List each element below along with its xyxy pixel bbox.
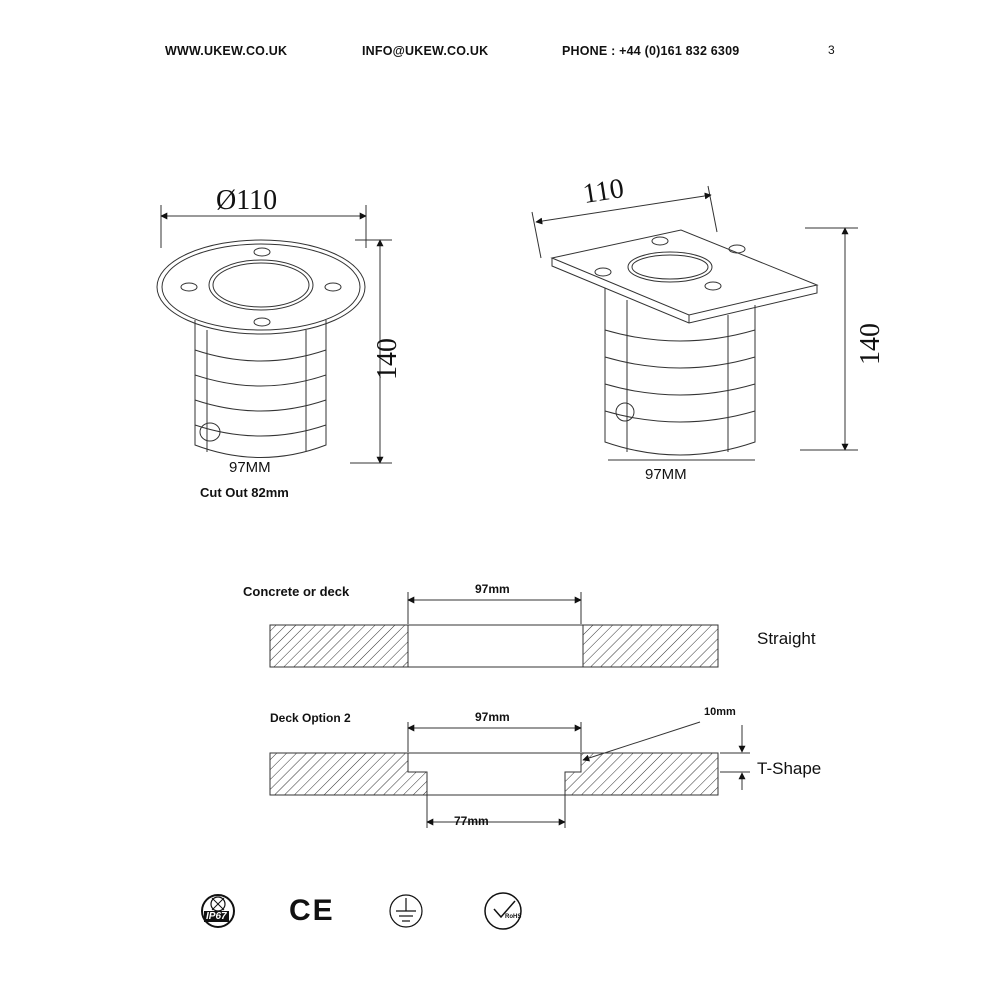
tshape-type-label: T-Shape xyxy=(757,759,822,778)
rohs-icon xyxy=(485,893,521,929)
straight-section-drawing xyxy=(270,592,718,667)
square-fitting-drawing xyxy=(532,186,858,460)
round-cutout-label: Cut Out 82mm xyxy=(200,485,289,500)
straight-type-label: Straight xyxy=(757,629,816,648)
round-fitting-drawing xyxy=(157,205,392,463)
header-phone[interactable]: PHONE : +44 (0)161 832 6309 xyxy=(562,44,740,58)
header-email[interactable]: INFO@UKEW.CO.UK xyxy=(362,44,489,58)
round-diameter-label: Ø110 xyxy=(216,185,278,216)
tshape-top-width-label: 97mm xyxy=(475,710,510,724)
rohs-label: RoHS xyxy=(505,914,522,920)
straight-width-label: 97mm xyxy=(475,582,510,596)
square-height-label: 140 xyxy=(855,323,886,365)
ip67-label: IP67 xyxy=(206,911,227,922)
tshape-section-title: Deck Option 2 xyxy=(270,711,351,725)
earth-ground-icon xyxy=(390,895,422,927)
tshape-section-drawing xyxy=(270,722,750,828)
page-number: 3 xyxy=(828,43,835,57)
straight-section-title: Concrete or deck xyxy=(243,584,350,599)
square-width-label: 110 xyxy=(580,172,627,211)
tshape-bottom-width-label: 77mm xyxy=(454,814,489,828)
ce-mark-label: CE xyxy=(289,894,335,927)
tshape-depth-label: 10mm xyxy=(704,706,736,718)
round-base-label: 97MM xyxy=(229,459,271,476)
square-base-label: 97MM xyxy=(645,466,687,483)
header-website[interactable]: WWW.UKEW.CO.UK xyxy=(165,44,288,58)
round-height-label: 140 xyxy=(372,338,403,380)
